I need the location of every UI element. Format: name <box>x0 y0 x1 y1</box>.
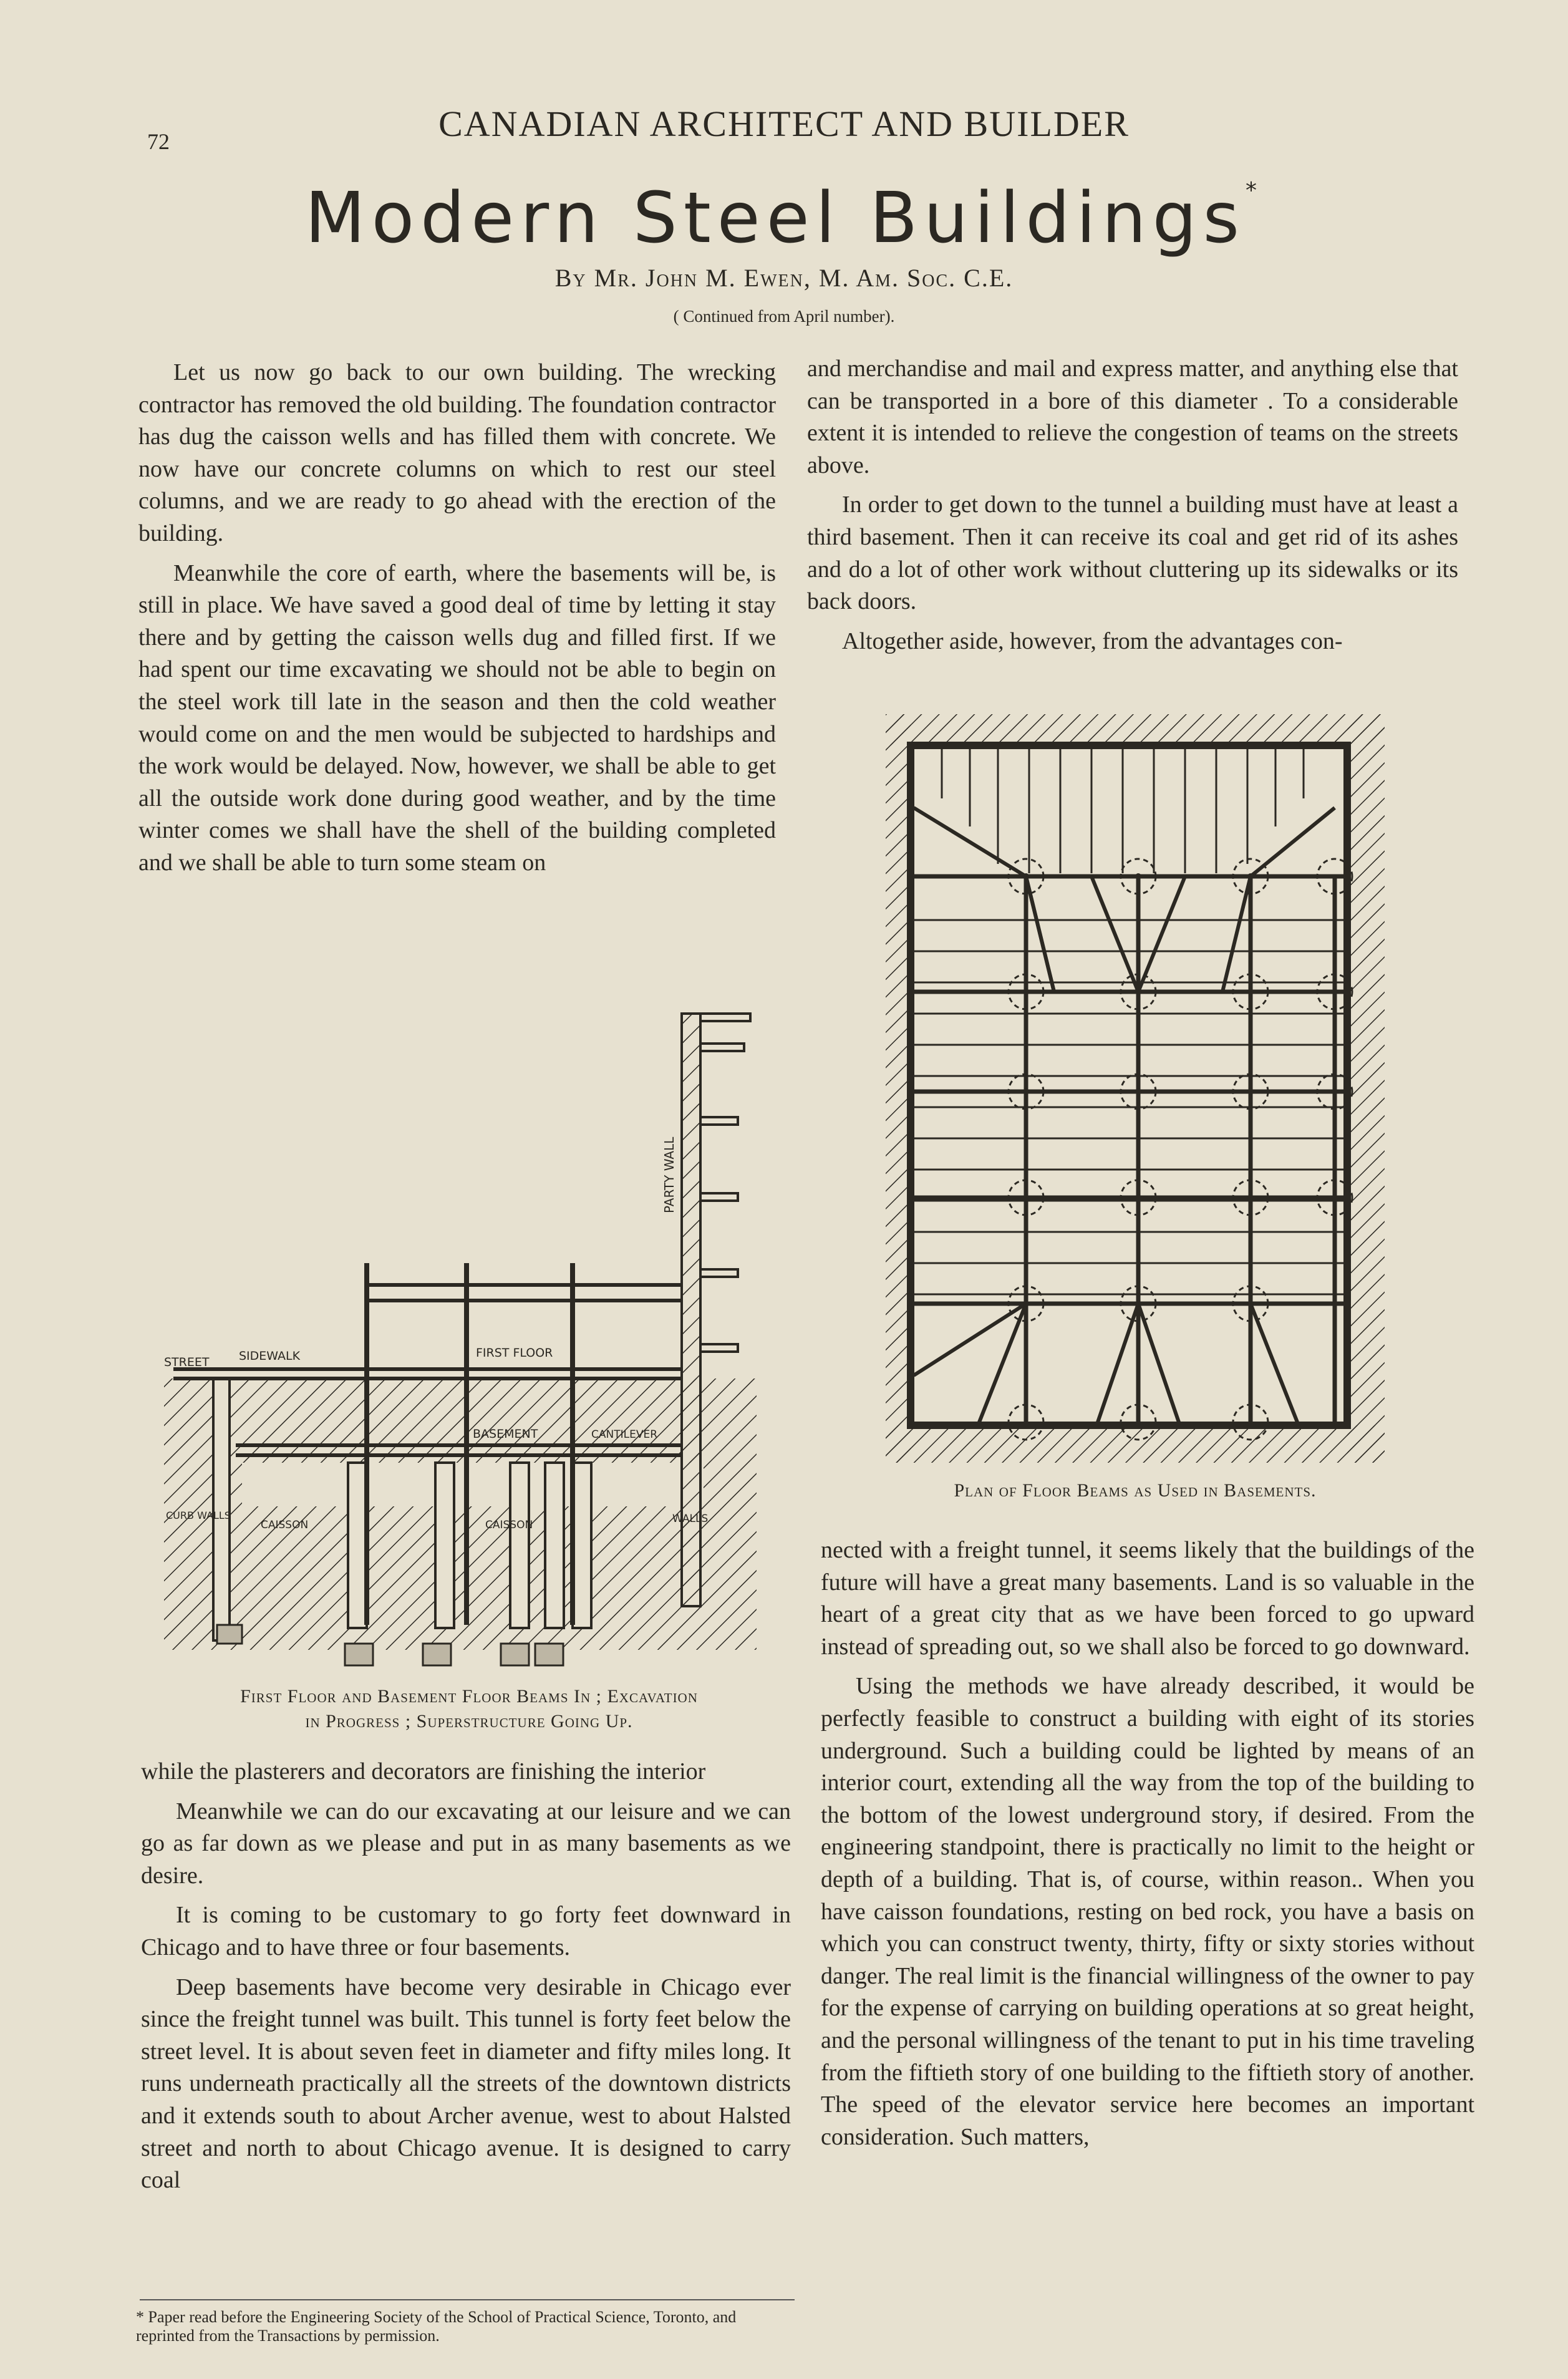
label-first-floor: FIRST FLOOR <box>476 1346 553 1360</box>
footnote-rule <box>140 2299 795 2300</box>
label-cantilever: CANTILEVER <box>591 1428 658 1441</box>
paragraph: Let us now go back to our own building. The wrecking contractor has removed the old building. The foundation contractor has dug the caisson wells and has filled them with concrete. We now have our concrete columns on which to rest our steel columns, and we are ready to go ahead with the erection of the building. <box>138 359 776 546</box>
plan-figure-caption: Plan of Floor Beams as Used in Basements. <box>954 1480 1317 1501</box>
right-column-bottom <box>821 1534 1474 2161</box>
plan-figure <box>886 714 1397 1472</box>
label-sidewalk: SIDEWALK <box>239 1349 301 1363</box>
label-walls: WALLS <box>672 1513 709 1525</box>
label-curb-walls: CURB WALLS <box>166 1509 231 1521</box>
caption-line: First Floor and Basement Floor Beams In ; Excavation <box>240 1686 698 1707</box>
left-column-bottom <box>141 1756 791 2204</box>
label-basement: BASEMENT <box>473 1427 538 1441</box>
paragraph: Altogether aside, however, from the advantages con- <box>842 627 1343 654</box>
paragraph: Meanwhile the core of earth, where the basements will be, is still in place. We have saved a good deal of time by letting it stay there and by getting the caisson wells dug and filled first. If we had spent our time excavating we should not be able to begin on the steel work till late in the season and then the cold weather would come on and the men would be subjected to hardships and the work would be delayed. Now, however, we shall be able to get all the outside work done during good weather, and by the time winter comes we shall have the shell of the building completed and we shall be able to turn some steam on <box>138 560 776 876</box>
paragraph: and merchandise and mail and express matter, and anything else that can be transported in a bore of this diameter . To a considerable extent it is intended to relieve the congestion of teams on the streets above. <box>807 356 1458 478</box>
label-party-wall: PARTY WALL <box>662 1136 677 1213</box>
title-text: Modern Steel Buildings <box>304 178 1246 259</box>
paragraph: nected with a freight tunnel, it seems likely that the buildings of the future will have a great many basements. Land is so valuable in the heart of a great city that as we have been forced to go upward instead of spreading out, so we shall also be forced to go downward. <box>821 1537 1474 1660</box>
caption-line: in Progress ; Superstructure Going Up. <box>305 1711 633 1732</box>
byline: By Mr. John M. Ewen, M. Am. Soc. C.E. <box>554 264 1014 292</box>
label-caisson-left: CAISSON <box>261 1519 309 1531</box>
section-figure-caption <box>138 1684 800 1734</box>
section-figure <box>161 1001 760 1681</box>
paragraph: Deep basements have become very desirable in Chicago ever since the freight tunnel was built. This tunnel is forty feet below the street level. It is about seven feet in diameter and fifty miles long. It runs underneath practically all the streets of the downtown districts and it extends south to about Archer avenue, west to about Halsted street and north to about Chicago avenue. It is designed to carry coal <box>141 1974 791 2194</box>
continued-note: ( Continued from April number). <box>673 307 895 326</box>
label-street: STREET <box>164 1355 210 1369</box>
title-footnote-mark: * <box>1246 178 1264 203</box>
masthead: CANADIAN ARCHITECT AND BUILDER <box>438 104 1130 144</box>
article-title <box>0 178 1568 259</box>
label-caisson-right: CAISSON <box>485 1519 533 1531</box>
paragraph: It is coming to be customary to go forty feet downward in Chicago and to have three or four basements. <box>141 1902 791 1960</box>
footnote: * Paper read before the Engineering Society of the School of Practical Science, Toronto, and reprinted from the Transactions by permission. <box>136 2308 737 2345</box>
right-column-top <box>807 353 1458 665</box>
paragraph: In order to get down to the tunnel a building must have at least a third basement. Then it can receive its coal and get rid of its ashes and do a lot of other work without cluttering up its sidewalks or its back doors. <box>807 492 1458 615</box>
paragraph: Meanwhile we can do our excavating at our leisure and we can go as far down as we please and put in as many basements as we desire. <box>141 1798 791 1889</box>
earth-hatch <box>164 1378 757 1650</box>
paragraph: while the plasterers and decorators are finishing the interior <box>141 1758 706 1785</box>
paragraph: Using the methods we have already described, it would be perfectly feasible to construct a building with eight of its stories underground. Such a building could be lighted by means of an interior court, extending all the way from the top of the building to the bottom of the lowest underground story, if desired. From the engineering standpoint, there is practically no limit to the height or depth of a building. That is, of course, within reason.. When you have caisson foundations, resting on bed rock, you have a basis on which you can construct twenty, thirty, fifty or sixty stories without danger. The real limit is the financial willingness of the owner to pay for the expense of carrying on building operations at so great height, and the personal willingness of the tenant to put in his time traveling from the fiftieth story of one building to the fiftieth story of another. The speed of the elevator service here becomes an important consideration. Such matters, <box>821 1673 1474 2150</box>
left-column-top <box>138 357 776 887</box>
page-number: 72 <box>147 129 170 154</box>
